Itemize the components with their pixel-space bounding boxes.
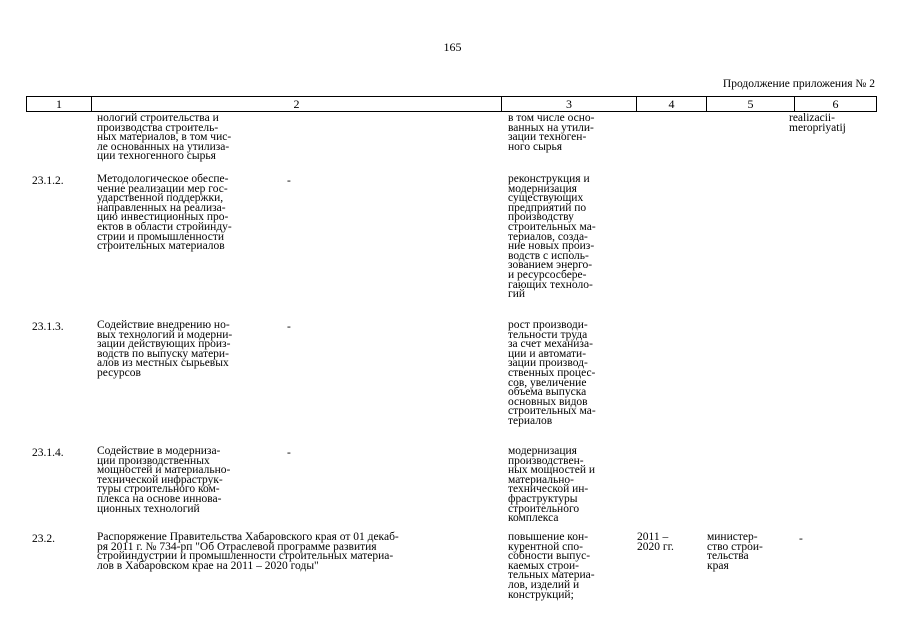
row-executor-line: министер- xyxy=(707,531,758,543)
row-description-line: вых технологий и модерни- xyxy=(97,328,233,341)
row-result xyxy=(508,175,596,300)
row-description-line: ции производственных xyxy=(97,454,210,467)
row-result-line: объема выпуска xyxy=(508,386,587,399)
row-number: 23.1.3. xyxy=(32,321,64,333)
row-result-line: строительных ма- xyxy=(508,405,596,418)
row-description-line: Методологическое обеспе- xyxy=(97,173,229,185)
row-description-line: стрии и промышленности xyxy=(97,230,224,243)
row-description-line: стройиндустрии и промышленности строительных материа- xyxy=(97,550,394,563)
header-col-4: 4 xyxy=(637,97,707,111)
row-result-line: и ресурсосбере- xyxy=(508,268,587,281)
fragment-col-3 xyxy=(508,114,595,152)
row-result-line: существующих xyxy=(508,192,584,205)
fragment-col-3-line: зации техноген- xyxy=(508,131,587,144)
row-description-line: алов из местных сырьевых xyxy=(97,357,229,370)
row-result-line: сов, увеличение xyxy=(508,376,587,389)
row-description-line: ударственной поддержки, xyxy=(97,192,224,205)
row-result xyxy=(508,533,595,600)
row-result-line: ние новых произ- xyxy=(508,240,595,253)
row-period xyxy=(637,533,674,552)
row-executor xyxy=(707,533,763,571)
row-result-line: производству xyxy=(508,211,574,224)
row-result-line: строительного xyxy=(508,502,580,515)
fragment-col-2-line: ных материалов, в том чис- xyxy=(97,131,232,144)
row-description-line: Содействие в модерниза- xyxy=(97,445,221,457)
fragment-col-2-line: ции техногенного сырья xyxy=(97,150,216,163)
row-description-line: Содействие внедрению но- xyxy=(97,319,230,331)
page-number: 165 xyxy=(443,40,462,54)
row-description-line: водств по выпуску матери- xyxy=(97,347,229,360)
row-description xyxy=(97,447,230,514)
fragment-col-2-line: производства строитель- xyxy=(97,121,219,134)
row-dash: - xyxy=(287,321,291,333)
row-result xyxy=(508,321,596,427)
row-dash: - xyxy=(287,447,291,459)
row-result-line: предприятий по xyxy=(508,201,587,214)
row-result-line: за счет механиза- xyxy=(508,338,593,351)
fragment-col-6 xyxy=(789,114,846,133)
row-result-line: тельных материа- xyxy=(508,569,595,582)
row-result-line: зованием энерго- xyxy=(508,259,593,272)
row-result-line: ных мощностей и xyxy=(508,464,595,477)
header-col-1: 1 xyxy=(27,97,92,111)
row-result-line: каемых строи- xyxy=(508,559,580,572)
row-description-line: Распоряжение Правительства Хабаровского края от 01 декаб- xyxy=(97,531,399,543)
row-description xyxy=(97,175,232,252)
row-result-line: курентной спо- xyxy=(508,540,583,553)
fragment-col-3-line: ного сырья xyxy=(508,140,563,153)
row-result-line: модернизация xyxy=(508,445,577,457)
row-result-line: фраструктуры xyxy=(508,492,578,505)
row-description-line: туры строительного ком- xyxy=(97,483,220,496)
fragment-col-3-line: ванных на утили- xyxy=(508,121,594,134)
fragment-col-3-line: в том числе осно- xyxy=(508,112,595,124)
row-description-line: направленных на реализа- xyxy=(97,201,226,214)
row-description-line: ресурсов xyxy=(97,366,141,379)
row-number: 23.1.4. xyxy=(32,447,64,459)
row-result-line: ственных процес- xyxy=(508,366,596,379)
row-result-line: технической ин- xyxy=(508,483,589,496)
row-result-line: модернизация xyxy=(508,182,577,195)
row-dash: - xyxy=(287,175,291,187)
row-result-line: собности выпус- xyxy=(508,550,591,563)
row-description-line: зации действующих произ- xyxy=(97,338,231,351)
continuation-label: Продолжение приложения № 2 xyxy=(722,78,875,90)
row-description-line: ционных технологий xyxy=(97,502,200,515)
row-period-line: 2020 гг. xyxy=(637,540,674,553)
row-result-line: комплекса xyxy=(508,512,559,525)
row-result-line: производствен- xyxy=(508,454,584,467)
row-result-line: реконструкция и xyxy=(508,173,590,185)
row-result-line: повышение кон- xyxy=(508,531,589,543)
row-result-line: конструкций; xyxy=(508,588,574,601)
row-description-line: цию инвестиционных про- xyxy=(97,211,229,224)
row-description xyxy=(97,533,399,571)
row-number: 23.1.2. xyxy=(32,175,64,187)
row-executor-line: ство строи- xyxy=(707,540,763,553)
row-result-line: ции и автомати- xyxy=(508,347,587,360)
row-description-line: строительных материалов xyxy=(97,240,225,253)
fragment-col-2-line: нологий строительства и xyxy=(97,112,219,124)
row-result-line: материально- xyxy=(508,473,574,486)
row-description-line: ря 2011 г. № 734-рп "Об Отраслевой программе развития xyxy=(97,540,377,553)
header-col-3: 3 xyxy=(502,97,637,111)
row-result xyxy=(508,447,595,524)
row-result-line: териалов, созда- xyxy=(508,230,588,243)
row-result-line: строительных ма- xyxy=(508,220,596,233)
row-number: 23.2. xyxy=(32,533,55,545)
row-description-line: ектов в области стройинду- xyxy=(97,220,232,233)
row-result-line: тельности труда xyxy=(508,328,588,341)
row-result-line: водств с исполь- xyxy=(508,249,589,262)
fragment-col-6-line: realizacii- xyxy=(789,112,835,124)
row-description-line: плекса на основе иннова- xyxy=(97,492,222,505)
row-executor-line: края xyxy=(707,559,729,572)
row-description-line: мощностей и материально- xyxy=(97,464,231,477)
row-executor-line: тельства xyxy=(707,550,749,563)
table-header-row xyxy=(26,96,877,112)
row-result-line: рост производи- xyxy=(508,319,588,331)
row-description-line: чение реализации мер гос- xyxy=(97,182,228,195)
row-col-6: - xyxy=(799,533,803,545)
row-result-line: лов, изделий и xyxy=(508,578,580,591)
row-result-line: гающих техноло- xyxy=(508,278,593,291)
row-result-line: гий xyxy=(508,288,526,301)
row-period-line: 2011 – xyxy=(637,531,669,543)
fragment-col-2-line: ле основанных на утилиза- xyxy=(97,140,230,153)
row-description-line: технической инфраструк- xyxy=(97,473,223,486)
fragment-col-6-line: meropriyatij xyxy=(789,121,846,134)
row-result-line: основных видов xyxy=(508,395,588,408)
fragment-col-2 xyxy=(97,114,231,162)
header-col-6: 6 xyxy=(832,97,839,111)
row-result-line: зации производ- xyxy=(508,357,588,370)
header-col-5: 5 xyxy=(707,97,795,111)
row-result-line: териалов xyxy=(508,414,553,427)
row-description xyxy=(97,321,232,379)
header-col-2: 2 xyxy=(92,97,502,111)
row-description-line: лов в Хабаровском крае на 2011 – 2020 годы" xyxy=(97,559,319,572)
